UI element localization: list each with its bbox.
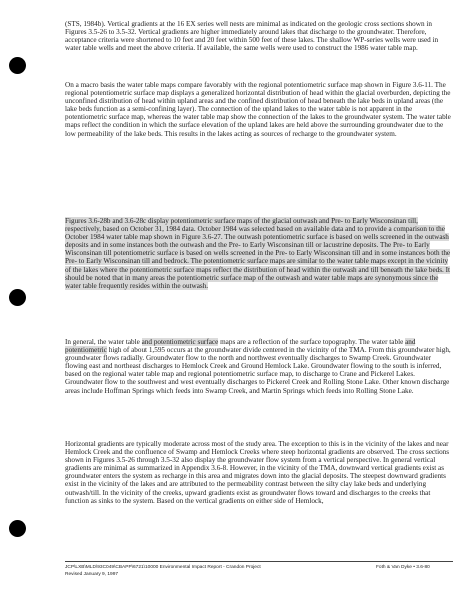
paragraph-text: In general, the water table [65,338,142,346]
footer-rule [65,561,453,562]
paragraph-5: Horizontal gradients are typically moderate across most of the study area. The exception to this is in the vicinity of the lakes and near Hemlock Creek and the confluence of Swamp and Hemlock Creeks where steep horizontal gradients are observed. The cross sections shown in Figures 3.5-26 through 3.5-32 also display the groundwater flow system from a vertical perspective. In general vertical gradients are minimal as summarized in Appendix 3.6-8. However, in the vicinity of the TMA, downward vertical gradients exist as groundwater enters the system as recharge in this area and migrates down into the glacial deposits. The steepest downward gradients exist in the vicinity of the lakes and are attributed to the permeability contrast between the silty clay lake beds and underlying outwash/till. In the vicinity of the creeks, upward gradients exist as groundwater flows toward and discharges to the creeks that function as sinks to the system. Based on the vertical gradients on either side of Hemlock, [65,440,450,505]
footer-page-number: Foth & Van Dyke • 3.6-80 [376,565,430,570]
paragraph-text: high of about 1,595 occurs at the groundwater divide centered in the vicinity of the TMA. From this groundwater high, groundwater flows radially. Groundwater flow to the north and northwest eventually discharges to Swamp Creek. Groundwater flowing east and northeast discharges to Hemlock Creek and Ground Hemlock Lake. Groundwater flowing to the south is inferred, based on the regional water table map and regional potentiometric surface map, to discharge to Crane and Pickerel Lakes. Groundwater flow to the southwest and west eventually discharges to Pickerel Creek and Rolling Stone Lake. Other known discharge areas include Hoffman Springs which feeds into Swamp Creek, and Martin Springs which feeds into Rolling Stone Lake. [65,346,451,395]
binder-hole [9,520,26,537]
highlighted-phrase: and potentiometric [65,338,416,355]
paragraph-1: (STS, 1984b). Vertical gradients at the 16 EX series well nests are minimal as indicated on the geologic cross sections shown in Figures 3.5-26 to 3.5-32. Vertical gradients are higher immediately around lakes that discharge to the groundwater. Therefore, acceptance criteria were shortened to 10 feet and 20 feet within 500 feet of these lakes. The shallow WP-series wells were used in water table wells and meet the above criteria. If available, the same wells were used to construct the 1986 water table map. [65,20,439,53]
paragraph-4 [65,338,453,395]
highlighted-paragraph-text: Figures 3.6-28b and 3.6-28c display potentiometric surface maps of the glacial outwash and Pre- to Early Wisconsinan till, respectively, based on October 31, 1984 data. October 1984 was selected based on available data and to provide a comparison to the October 1984 water table map shown in Figure 3.6-27. The outwash potentiometric surface is based on wells screened in the outwash deposits and in some instances both the outwash and the Pre- to Early Wisconsinan till or lacustrine deposits. The Pre- to Early Wisconsinan till potentiometric surface is based on wells screened in the Pre- to Early Wisconsinan till and in some instances both the Pre- to Early Wisconsinan till and bedrock. The potentiometric surface maps are similar to the water table maps except in the vicinity of the lakes where the potentiometric surface maps reflect the distribution of head within the outwash and till beneath the lake beds. It should be noted that in many areas the potentiometric surface map of the outwash and water table maps are synonymous since the water table frequently resides within the outwash. [65,217,451,290]
binder-hole [9,289,26,306]
paragraph-text: maps are a reflection of the surface topography. The water table [218,338,406,346]
footer-revised-date: Revised January 9, 1997 [65,572,119,577]
binder-hole [9,57,26,74]
highlighted-phrase: and potentiometric surface [141,338,219,346]
paragraph-3 [65,217,453,290]
footer-path: JCP\LXB\MLD\93C049\CBAPP\6721\10000 Environmental Impact Report - Crandon Project [65,565,261,570]
paragraph-2: On a macro basis the water table maps compare favorably with the regional potentiometric surface map shown in Figure 3.6-11. The regional potentiometric surface map displays a generalized horizontal distribution of head within the glacial overburden, depicting the unconfined distribution of head within upland areas and the confined distribution of head beneath the lake beds in upland areas (the lake beds function as a semi-confining layer). The connection of the upland lakes to the water table is not apparent in the potentiometric surface map, whereas the water table map show the connection of the lakes to the groundwater system. The water table maps reflect the condition in which the surface elevation of the upland lakes are held above the surrounding groundwater due to the low permeability of the lake beds. This results in the lakes acting as sources of recharge to the groundwater system. [65,81,451,138]
